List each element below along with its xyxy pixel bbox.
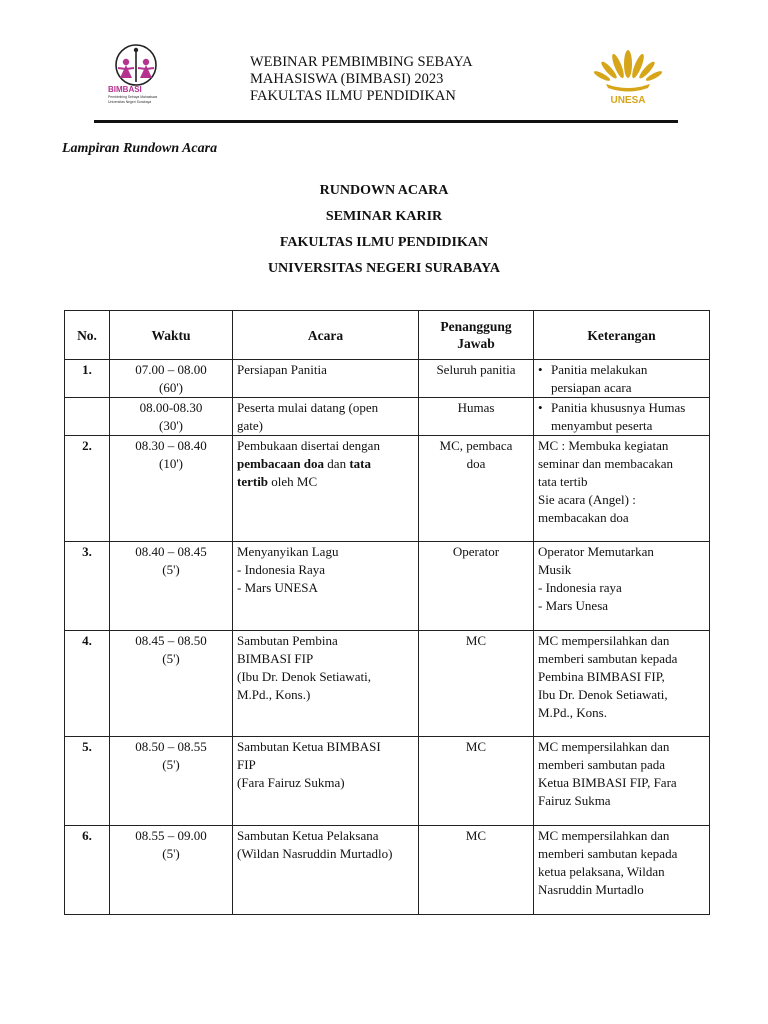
letterhead-divider: [94, 120, 678, 123]
row-penanggung-jawab: MC: [419, 737, 534, 826]
row-penanggung-jawab: Humas: [419, 398, 534, 436]
table-row: [65, 542, 710, 631]
row-no: 6.: [65, 826, 110, 915]
row-no: 4.: [65, 631, 110, 737]
header-penanggung-jawab: Penanggung Jawab: [419, 311, 534, 360]
row-acara: Sambutan Ketua Pelaksana (Wildan Nasruddin Murtadlo): [233, 826, 419, 915]
row-waktu: 08.40 – 08.45 (5'): [110, 542, 233, 631]
title-line-4: UNIVERSITAS NEGERI SURABAYA: [267, 261, 501, 276]
row-no: 3.: [65, 542, 110, 631]
attachment-label: Lampiran Rundown Acara: [62, 141, 218, 156]
letterhead-line-1: WEBINAR PEMBIMBING SEBAYA: [250, 54, 473, 70]
row-no: 2.: [65, 436, 110, 542]
row-keterangan: MC : Membuka kegiatan seminar dan membacakan tata tertib Sie acara (Angel) : membacakan doa: [534, 436, 710, 542]
row-keterangan: MC mempersilahkan dan memberi sambutan pada Ketua BIMBASI FIP, Fara Fairuz Sukma: [534, 737, 710, 826]
title-line-1: RUNDOWN ACARA: [319, 183, 449, 198]
row-waktu: 08.55 – 09.00 (5'): [110, 826, 233, 915]
bullet-icon: •: [538, 400, 543, 415]
row-penanggung-jawab: Operator: [419, 542, 534, 631]
bullet-icon: •: [538, 362, 543, 377]
row-acara: Persiapan Panitia: [233, 360, 419, 398]
row-waktu: 08.45 – 08.50 (5'): [110, 631, 233, 737]
list-item: • Panitia khususnya Humas menyambut peserta: [538, 400, 686, 433]
row-acara: Pembukaan disertai dengan pembacaan doa dan tata tertib oleh MC: [233, 436, 419, 542]
row-penanggung-jawab: MC: [419, 826, 534, 915]
table-header-row: [65, 311, 710, 360]
row-penanggung-jawab: MC, pembaca doa: [419, 436, 534, 542]
header-keterangan: Keterangan: [534, 311, 710, 360]
row-waktu: 08.50 – 08.55 (5'): [110, 737, 233, 826]
header-waktu: Waktu: [110, 311, 233, 360]
table-row: [65, 436, 710, 542]
row-acara: Sambutan Pembina BIMBASI FIP (Ibu Dr. Denok Setiawati, M.Pd., Kons.): [233, 631, 419, 737]
bold-tata: tata: [349, 456, 371, 471]
list-item: • Panitia melakukan persiapan acara: [538, 362, 648, 395]
table-row: [65, 737, 710, 826]
row-no: 1.: [65, 360, 110, 398]
row-acara: Sambutan Ketua BIMBASI FIP (Fara Fairuz Sukma): [233, 737, 419, 826]
title-line-3: FAKULTAS ILMU PENDIDIKAN: [279, 235, 489, 250]
rundown-table: [64, 310, 710, 915]
document-titles: [0, 183, 768, 287]
header-acara: Acara: [233, 311, 419, 360]
row-waktu: 07.00 – 08.00 (60'): [110, 360, 233, 398]
bimbasi-logo-sub1: Pembimbing Sebaya Mahasiswa: [108, 95, 158, 99]
unesa-logo: [590, 40, 666, 106]
row-keterangan: Operator Memutarkan Musik - Indonesia raya - Mars Unesa: [534, 542, 710, 631]
table-row: [65, 631, 710, 737]
row-waktu: 08.00-08.30 (30'): [110, 398, 233, 436]
bimbasi-logo-text: BIMBASI: [108, 85, 142, 94]
row-keterangan: [534, 360, 710, 398]
bold-tertib: tertib: [237, 474, 269, 489]
row-keterangan: MC mempersilahkan dan memberi sambutan kepada ketua pelaksana, Wildan Nasruddin Murtadlo: [534, 826, 710, 915]
bold-doa: pembacaan doa: [237, 456, 325, 471]
row-no: 5.: [65, 737, 110, 826]
title-line-2: SEMINAR KARIR: [325, 209, 443, 224]
table-row: [65, 398, 710, 436]
table-row: [65, 360, 710, 398]
row-acara: Peserta mulai datang (open gate): [233, 398, 419, 436]
header-no: No.: [65, 311, 110, 360]
row-keterangan: [534, 398, 710, 436]
bimbasi-logo-sub2: Universitas Negeri Surabaya: [108, 100, 152, 104]
table-row: [65, 826, 710, 915]
letterhead-line-2: MAHASISWA (BIMBASI) 2023: [250, 71, 444, 87]
row-penanggung-jawab: MC: [419, 631, 534, 737]
letterhead-title: [250, 54, 473, 105]
row-penanggung-jawab: Seluruh panitia: [419, 360, 534, 398]
row-waktu: 08.30 – 08.40 (10'): [110, 436, 233, 542]
row-acara: Menyanyikan Lagu - Indonesia Raya - Mars UNESA: [233, 542, 419, 631]
row-no: [65, 398, 110, 436]
bimbasi-logo: [106, 42, 174, 106]
letterhead-line-3: FAKULTAS ILMU PENDIDIKAN: [250, 88, 456, 104]
unesa-logo-text: UNESA: [610, 95, 646, 106]
row-keterangan: MC mempersilahkan dan memberi sambutan kepada Pembina BIMBASI FIP, Ibu Dr. Denok Setiawati, M.Pd., Kons.: [534, 631, 710, 737]
